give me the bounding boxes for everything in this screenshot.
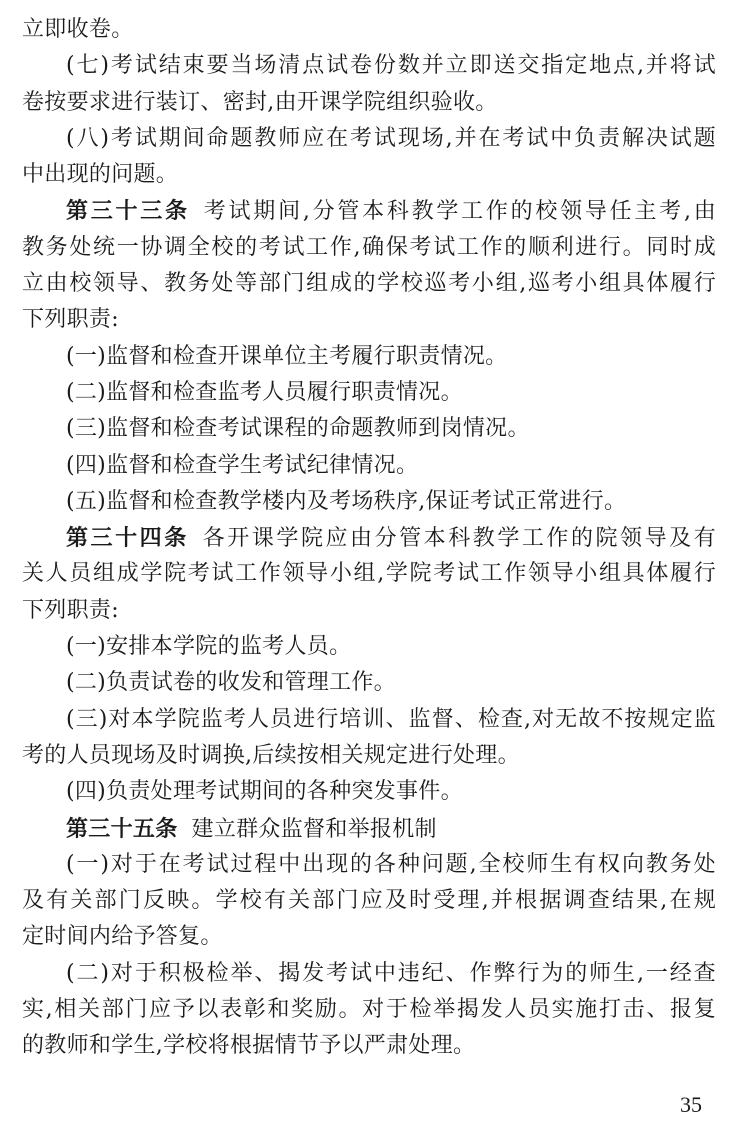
text-line: 下列职责: bbox=[22, 307, 119, 333]
text-line: (五)监督和检查教学楼内及考场秩序,保证考试正常进行。 bbox=[66, 488, 627, 514]
text-line: 教务处统一协调全校的考试工作,确保考试工作的顺利进行。同时成 bbox=[22, 234, 716, 260]
text-span: 建立群众监督和举报机制 bbox=[191, 816, 437, 842]
article-34-line bbox=[22, 520, 716, 556]
article-heading: 第三十四条 bbox=[66, 525, 189, 552]
text-line: 下列职责: bbox=[22, 597, 119, 623]
text-line: 中出现的问题。 bbox=[22, 162, 179, 188]
text-line: (三)监督和检查考试课程的命题教师到岗情况。 bbox=[66, 416, 530, 442]
text-line: 立由校领导、教务处等部门组成的学校巡考小组,巡考小组具体履行 bbox=[22, 271, 716, 297]
article-33-line bbox=[22, 193, 716, 229]
article-heading: 第三十五条 bbox=[66, 815, 178, 842]
text-line: 立即收卷。 bbox=[22, 17, 134, 42]
text-line: (一)对于在考试过程中出现的各种问题,全校师生有权向教务处 bbox=[66, 851, 716, 877]
document-body bbox=[22, 12, 716, 1065]
text-line: (二)监督和检查监考人员履行职责情况。 bbox=[66, 379, 463, 405]
text-line: 关人员组成学院考试工作领导小组,学院考试工作领导小组具体履行 bbox=[22, 561, 716, 587]
article-35-line bbox=[22, 811, 716, 847]
text-line: (七)考试结束要当场清点试卷份数并立即送交指定地点,并将试 bbox=[66, 53, 716, 79]
text-line: (一)监督和检查开课单位主考履行职责情况。 bbox=[66, 343, 508, 369]
text-line: 的教师和学生,学校将根据情节予以严肃处理。 bbox=[22, 1033, 476, 1059]
text-line: (四)负责处理考试期间的各种突发事件。 bbox=[66, 779, 463, 805]
text-line: (八)考试期间命题教师应在考试现场,并在考试中负责解决试题 bbox=[66, 125, 716, 151]
article-heading: 第三十三条 bbox=[66, 198, 190, 225]
text-line: 考的人员现场及时调换,后续按相关规定进行处理。 bbox=[22, 742, 520, 768]
text-line: 及有关部门反映。学校有关部门应及时受理,并根据调查结果,在规 bbox=[22, 888, 716, 914]
text-line: 定时间内给予答复。 bbox=[22, 924, 223, 950]
text-line: 实,相关部门应予以表彰和奖励。对于检举揭发人员实施打击、报复 bbox=[22, 997, 716, 1023]
text-line: (一)安排本学院的监考人员。 bbox=[66, 634, 352, 660]
text-line: (二)负责试卷的收发和管理工作。 bbox=[66, 670, 396, 696]
text-line: (二)对于积极检举、揭发考试中违纪、作弊行为的师生,一经查 bbox=[66, 960, 716, 986]
text-line: 卷按要求进行装订、密封,由开课学院组织验收。 bbox=[22, 89, 498, 115]
text-span: 考试期间,分管本科教学工作的校领导任主考,由 bbox=[203, 199, 716, 225]
page-number: 35 bbox=[680, 1092, 702, 1117]
text-line: (四)监督和检查学生考试纪律情况。 bbox=[66, 452, 419, 478]
text-line: (三)对本学院监考人员进行培训、监督、检查,对无故不按规定监 bbox=[66, 706, 716, 732]
text-span: 各开课学院应由分管本科教学工作的院领导及有 bbox=[202, 526, 716, 552]
